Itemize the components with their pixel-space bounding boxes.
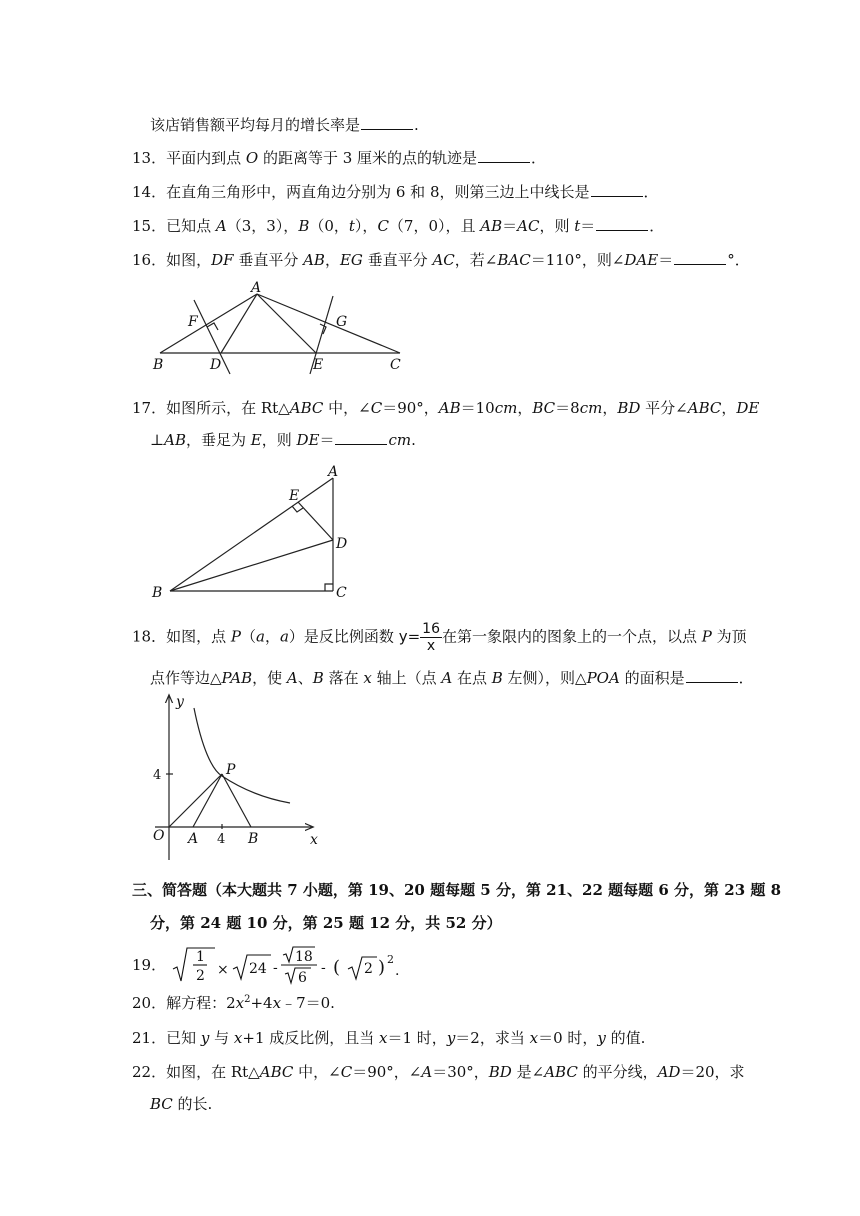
question-13: 13．平面内到点 O 的距离等于 3 厘米的点的轨迹是 ． <box>132 149 547 167</box>
numerator: 1 <box>195 949 205 965</box>
radicand: 6 <box>297 970 307 986</box>
segment-ac <box>257 294 400 353</box>
figure-17 <box>148 460 358 605</box>
label-x-axis: x <box>310 832 318 848</box>
segment-bd <box>170 540 333 591</box>
label-y-axis: y <box>176 694 184 710</box>
question-17-line1: 17．如图所示，在 Rt△ABC 中，∠C＝90°，AB＝10cm，BC＝8cm，BD 平分∠ABC，DE <box>132 399 760 417</box>
label-g: G <box>336 314 348 330</box>
label-a: A <box>188 831 199 847</box>
answer-blank[interactable] <box>361 115 413 130</box>
question-22-line1: 22．如图，在 Rt△ABC 中，∠C＝90°，∠A＝30°，BD 是∠ABC 的平分线，AD＝20，求 <box>132 1063 745 1081</box>
answer-blank[interactable] <box>596 216 648 231</box>
label-p: P <box>226 762 236 778</box>
question-21: 21．已知 y 与 x+1 成反比例，且当 x＝1 时，y＝2，求当 x＝0 时，y 的值. <box>132 1029 646 1047</box>
fraction-16-over-x: $\frac{16}{x}$ <box>422 621 440 654</box>
segment-de <box>298 502 333 540</box>
section-3-heading-line1: 三、简答题（本大题共 7 小题，第 19、20 题每题 5 分，第 21、22 题每题 6 分，第 23 题 8 <box>132 881 782 899</box>
label-b: B <box>248 831 259 847</box>
question-17-line2: ⊥AB，垂足为 E，则 DE＝ cm. <box>150 431 416 449</box>
exponent: 2 <box>386 953 394 966</box>
close-paren: ) <box>377 957 385 978</box>
label-c: C <box>336 585 347 601</box>
right-angle-mark-e <box>292 506 303 512</box>
radicand: 24 <box>248 961 267 977</box>
expression-19 <box>171 945 409 987</box>
segment-ae <box>257 294 316 353</box>
label-e: E <box>289 488 300 504</box>
question-16: 16．如图，DF 垂直平分 AB，EG 垂直平分 AC，若∠BAC＝110°，则∠DAE＝ °． <box>132 251 750 269</box>
minus-sign: - <box>320 960 326 976</box>
answer-blank[interactable] <box>335 430 387 445</box>
denominator: 2 <box>195 968 205 984</box>
open-paren: ( <box>332 957 340 978</box>
question-20: 20．解方程：$2x^2+4x﹣7=0$. <box>132 994 335 1012</box>
answer-blank[interactable] <box>686 668 738 683</box>
section-3-heading-line2: 分，第 24 题 10 分，第 25 题 12 分，共 52 分） <box>150 914 502 932</box>
hyperbola-curve <box>194 708 290 803</box>
question-19: 19． 1 2 × 24 - 18 6 - ( 2 ) 2 . <box>132 945 409 987</box>
label-d: D <box>336 536 348 552</box>
period: . <box>394 963 400 979</box>
radicand: 2 <box>363 961 373 977</box>
figure-18 <box>140 688 330 866</box>
q12-tail: 该店销售额平均每月的增长率是 . <box>150 116 419 134</box>
label-d: D <box>210 357 222 373</box>
label-f: F <box>188 314 198 330</box>
label-a: A <box>328 464 339 480</box>
question-18-line2: 点作等边△PAB，使 A、B 落在 x 轴上（点 A 在点 B 左侧），则△POA 的面积是 ． <box>150 669 754 687</box>
label-c: C <box>390 357 401 373</box>
answer-blank[interactable] <box>478 148 530 163</box>
answer-blank[interactable] <box>674 250 726 265</box>
label-b: B <box>152 585 163 601</box>
question-18-line1: 18．如图，点 P（a，a）是反比例函数 y= $\frac{16}{x}$ 在第一象限内的图象上的一个点，以点 P 为顶 <box>132 621 747 654</box>
label-a: A <box>251 280 262 296</box>
times-sign: × <box>216 962 229 978</box>
segment-ab <box>160 294 257 353</box>
segment-bp <box>222 774 251 827</box>
right-angle-mark-c <box>325 584 333 591</box>
question-14: 14．在直角三角形中，两直角边分别为 6 和 8，则第三边上中线长是 ． <box>132 183 659 201</box>
answer-blank[interactable] <box>591 182 643 197</box>
label-b: B <box>153 357 164 373</box>
label-e: E <box>313 357 324 373</box>
label-y-4: 4 <box>153 768 162 783</box>
radicand: 18 <box>294 949 313 965</box>
question-22-line2: BC 的长. <box>150 1095 213 1113</box>
segment-op <box>169 774 222 827</box>
segment-ab <box>170 478 333 591</box>
question-15: 15．已知点 A（3，3），B（0，t），C（7，0），且 AB＝AC，则 t＝ ． <box>132 217 665 235</box>
label-o: O <box>153 828 165 844</box>
label-x-4: 4 <box>217 832 226 847</box>
figure-16 <box>150 280 420 376</box>
minus-sign: - <box>272 960 278 976</box>
segment-ap <box>193 774 222 827</box>
segment-ad <box>221 294 257 353</box>
